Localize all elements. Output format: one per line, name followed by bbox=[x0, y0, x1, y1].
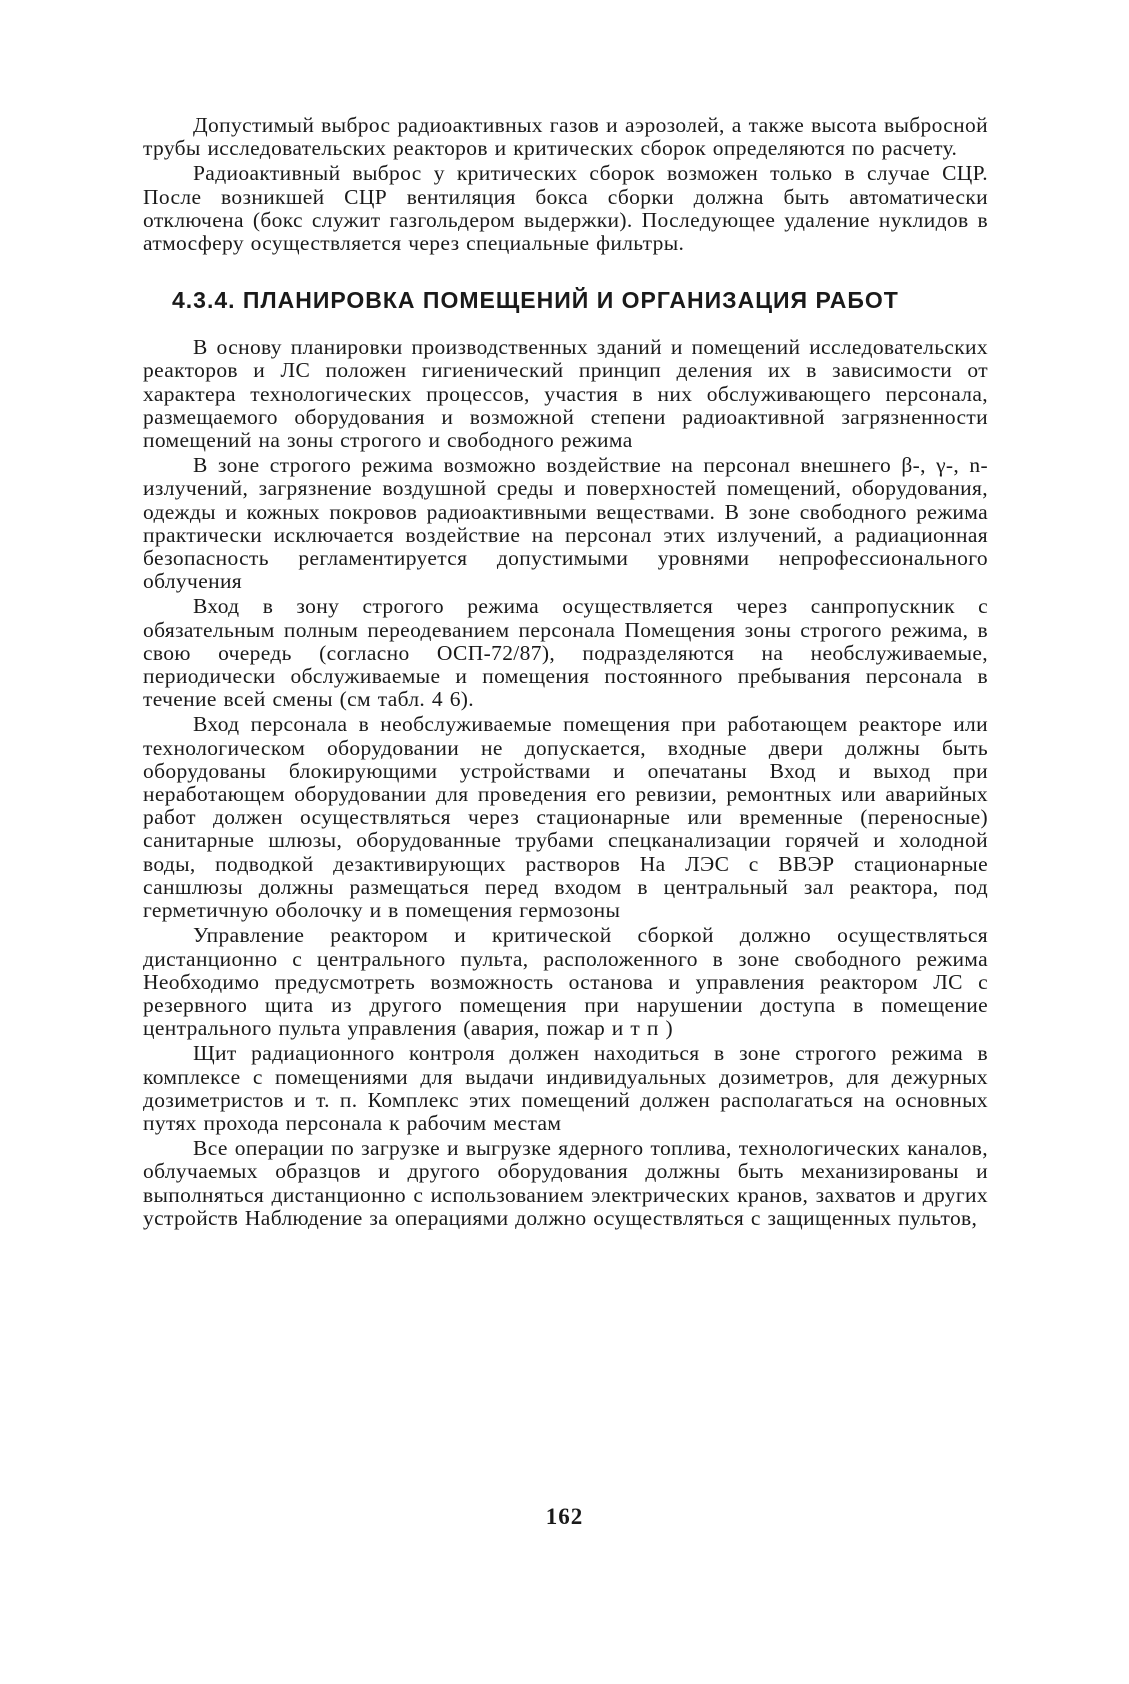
paragraph-radiation-control-panel: Щит радиационного контроля должен находиться в зоне строгого режима в комплексе с помещениями для выдачи индивидуальных дозиметров, для дежурных дозиметристов и т. п. Комплекс этих помещений должен располагаться на основных путях прохода персонала к рабочим местам bbox=[143, 1041, 988, 1135]
page-content bbox=[143, 114, 988, 1232]
paragraph-reactor-control: Управление реактором и критической сборкой должно осуществляться дистанционно с центрального пульта, расположенного в зоне свободного режима Необходимо предусмотреть возможность останова и управления реактором ЛС с резервного щита из другого помещения при нарушении доступа в помещение центрального пульта управления (авария, пожар и т п ) bbox=[143, 923, 988, 1041]
paragraph-critical-assembly-emission: Радиоактивный выброс у критических сборок возможен только в случае СЦР. После возникшей СЦР вентиляция бокса сборки должна быть автоматически отключена (бокс служит газгольдером выдержки). Последующее удаление нуклидов в атмосферу осуществляется через специальные фильтры. bbox=[143, 161, 988, 256]
paragraph-layout-principle: В основу планировки производственных зданий и помещений исследовательских реакторов и ЛС положен гигиенический принцип деления их в зависимости от характера технологических процессов, участия в них обслуживающего персонала, размещаемого оборудования и возможной степени радиоактивной загрязненности помещений на зоны строгого и свободного режима bbox=[143, 335, 988, 453]
paragraph-unserviced-rooms: Вход персонала в необслуживаемые помещения при работающем реакторе или технологическом оборудовании не допускается, входные двери должны быть оборудованы блокирующими устройствами и опечатаны Вход и выход при неработающем оборудовании для проведения его ревизии, ремонтных или аварийных работ должен осуществляться через стационарные или временные (переносные) санитарные шлюзы, оборудованные трубами спецканализации горячей и холодной воды, подводкой дезактивирующих растворов На ЛЭС с ВВЭР стационарные саншлюзы должны размещаться перед входом в центральный зал реактора, под герметичную оболочку и в помещения гермозоны bbox=[143, 712, 988, 923]
paragraph-fuel-operations: Все операции по загрузке и выгрузке ядерного топлива, технологических каналов, облучаемых образцов и другого оборудования должны быть механизированы и выполняться дистанционно с использованием электрических кранов, захватов и других устройств Наблюдение за операциями должно осуществляться с защищенных пультов, bbox=[143, 1136, 988, 1230]
paragraph-strict-zone: В зоне строгого режима возможно воздействие на персонал внешнего β-, γ-, n-излучений, загрязнение воздушной среды и поверхностей помещений, оборудования, одежды и кожных покровов радиоактивными веществами. В зоне свободного режима практически исключается воздействие на персонал этих излучений, а радиационная безопасность регламентируется допустимыми уровнями непрофессионального облучения bbox=[143, 453, 988, 594]
section-heading: 4.3.4. ПЛАНИРОВКА ПОМЕЩЕНИЙ И ОРГАНИЗАЦИЯ РАБОТ bbox=[172, 287, 899, 314]
paragraph-zone-entry: Вход в зону строгого режима осуществляется через санпропускник с обязательным полным переодеванием персонала Помещения зоны строгого режима, в свою очередь (согласно ОСП-72/87), подразделяются на необслуживаемые, периодически обслуживаемые и помещения постоянного пребывания персонала в течение всей смены (см табл. 4 6). bbox=[143, 594, 988, 712]
paragraph-emission-limits: Допустимый выброс радиоактивных газов и аэрозолей, а также высота выбросной трубы исследовательских реакторов и критических сборок определяются по расчету. bbox=[143, 113, 988, 161]
page-number: 162 bbox=[545, 1504, 584, 1529]
